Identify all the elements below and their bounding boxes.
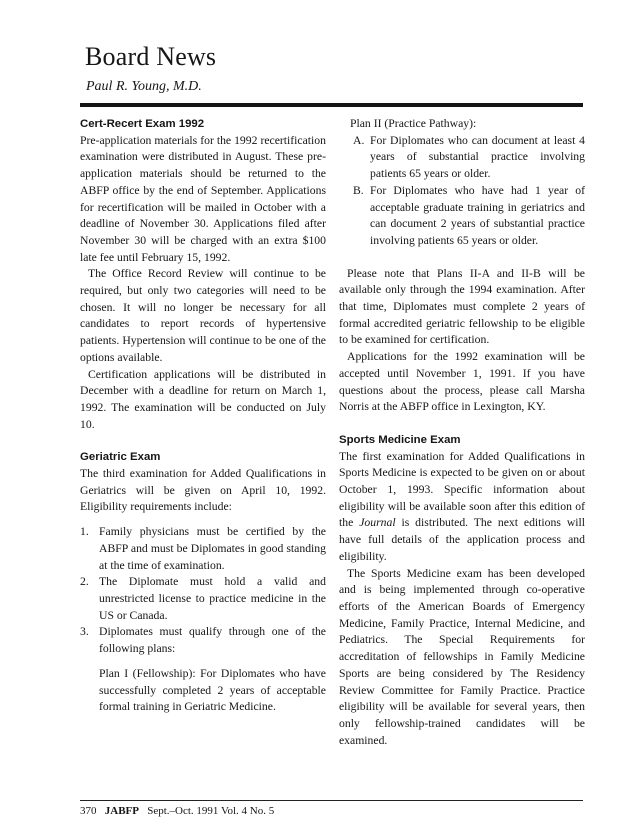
- eligibility-list: [80, 524, 326, 658]
- footer-rule: [80, 800, 583, 801]
- list-item: 2. The Diplomate must hold a valid and unrestricted license to practice medicine in the US or Canada.: [80, 575, 326, 622]
- page-footer: [80, 805, 274, 817]
- list-item: 3. Diplomates must qualify through one of the following plans:: [80, 625, 326, 656]
- list-item: A. For Diplomates who can document at least 4 years of substantial practice involving patients 65 years or older.: [353, 133, 585, 181]
- geriatric-heading: Geriatric Exam: [80, 451, 161, 464]
- cert-paragraph-2: The Office Record Review will continue to be required, but only two categories will need to be chosen. It will no longer be necessary for all candidates to report records of hypertensive patients. Hypertension will continue to be one of the options available.: [80, 267, 326, 364]
- cert-heading: Cert-Recert Exam 1992: [80, 118, 205, 130]
- sports-heading: Sports Medicine Exam: [339, 433, 461, 446]
- header-rule: [80, 103, 583, 107]
- list-item: B. For Diplomates who have had 1 year of acceptable graduate training in geriatrics and can document 2 years of substantial practice involving patients 65 years or older.: [353, 183, 585, 247]
- plan-2-list: [339, 133, 585, 250]
- cert-paragraph-1: Pre-application materials for the 1992 recertification examination were distributed in August. These pre-application materials should be returned to the ABFP office by the end of September. Applications for recertification will be mailed in October with a deadline of November 30. Applications filed after November 30 will be charged with an extra $100 late fee until February 15, 1992.: [80, 133, 326, 264]
- sports-paragraph-1: The first examination for Added Qualifications in Sports Medicine is expected to be given on or about October 1, 1993. Specific information about eligibility will be available soon after this edition of the Journal is distributed. The next editions will have full details of the application process and eligibility.: [339, 449, 586, 563]
- applications-paragraph: Applications for the 1992 examination will be accepted until November 1, 1991. If you have questions about the process, please call Marsha Norris at the ABFP office in Lexington, KY.: [339, 350, 585, 414]
- plan-2-heading: Plan II (Practice Pathway):: [350, 117, 477, 130]
- page-title: Board News: [85, 42, 217, 71]
- page-number: 370: [80, 805, 97, 817]
- list-item: 1. Family physicians must be certified by the ABFP and must be Diplomates in good standing at the time of examination.: [80, 525, 326, 572]
- left-column: [80, 116, 326, 716]
- journal-name: JABFP: [104, 805, 139, 817]
- sports-paragraph-2: The Sports Medicine exam has been developed and is being implemented through co-operative efforts of the American Boards of Emergency Medicine, Family Practice, Internal Medicine, and Pediatrics. The Special Requirements for accreditation of fellowships in Family Medicine Sports are being considered by The Residency Review Committee for Family Practice. Practice eligibility will be available for several years, then only fellowship-trained candidates will be examined.: [339, 566, 585, 747]
- plan-1: Plan I (Fellowship): For Diplomates who have successfully completed 2 years of acceptable formal training in Geriatric Medicine.: [99, 666, 326, 714]
- author-byline: Paul R. Young, M.D.: [86, 79, 202, 94]
- cert-paragraph-3: Certification applications will be distributed in December with a deadline for return on March 1, 1992. The examination will be conducted on July 10.: [80, 367, 326, 431]
- issue-info: Sept.–Oct. 1991 Vol. 4 No. 5: [147, 805, 275, 817]
- right-column: [339, 116, 585, 749]
- geriatric-intro: The third examination for Added Qualifications in Geriatrics will be given on April 10, 1992. Eligibility requirements include:: [80, 467, 326, 514]
- plans-note: Please note that Plans II-A and II-B will be available only through the 1994 examination. After that time, Diplomates must complete 2 years of formal accredited geriatric fellowship to be eligible to be examined for certification.: [339, 266, 585, 347]
